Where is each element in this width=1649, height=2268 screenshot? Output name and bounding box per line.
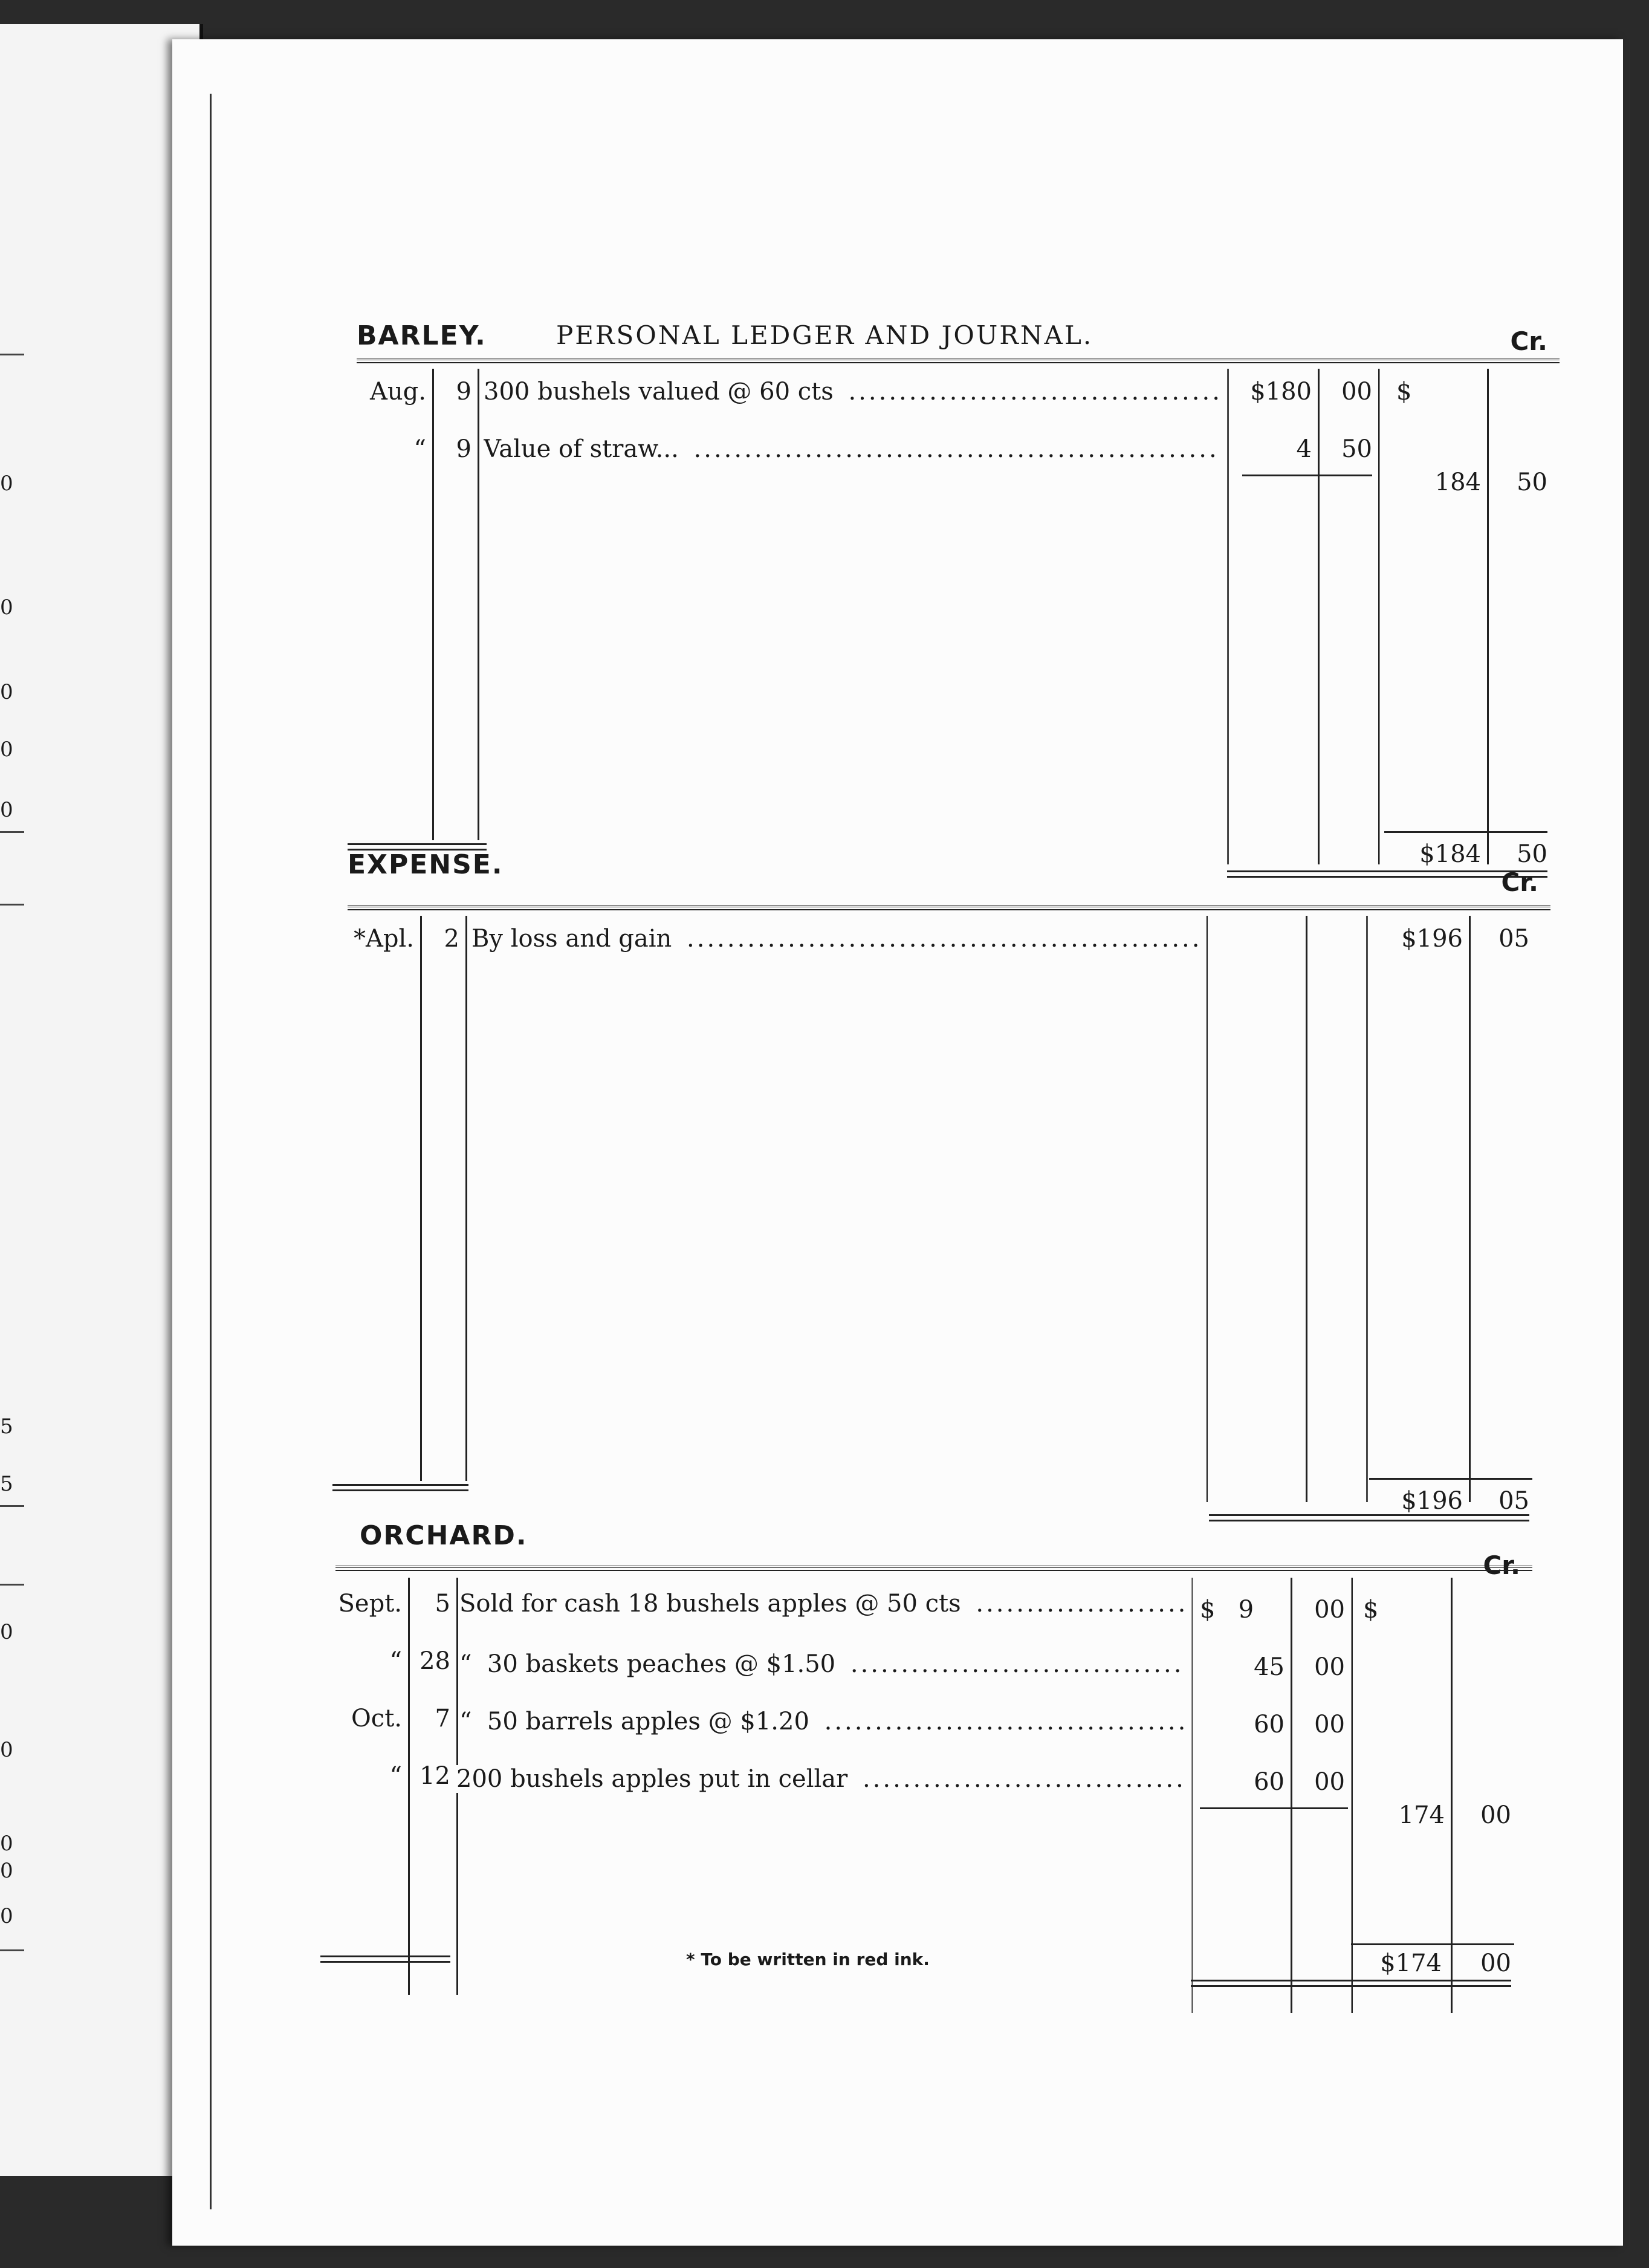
entry-description: Sold for cash 18 bushels apples @ 50 cts ..... bbox=[459, 1590, 1185, 1618]
entry-day: 9 bbox=[456, 378, 471, 406]
left-rule bbox=[0, 1505, 24, 1507]
ledger-page bbox=[172, 39, 1623, 2246]
total-dollars: $196 bbox=[1401, 1487, 1463, 1515]
account-title: ORCHARD. bbox=[360, 1520, 528, 1551]
entry-dollars: $180 bbox=[1250, 378, 1312, 406]
column-rule bbox=[465, 916, 467, 1481]
subtotal-rule bbox=[1242, 475, 1372, 476]
ledger-header bbox=[348, 849, 1550, 898]
entry-dollars: 60 bbox=[1254, 1768, 1285, 1796]
account-title: BARLEY. bbox=[357, 320, 487, 351]
entry-dollars: 45 bbox=[1254, 1653, 1285, 1681]
total-rule bbox=[1369, 1478, 1532, 1480]
subtotal-dollars: 184 bbox=[1434, 468, 1481, 496]
entry-day: 7 bbox=[435, 1705, 450, 1732]
left-number: 0 bbox=[0, 1904, 13, 1928]
orchard-ledger bbox=[329, 1520, 1532, 2016]
entry-cents: 00 bbox=[1314, 1596, 1345, 1624]
closing-double-rule bbox=[1191, 1980, 1511, 1987]
total-rule bbox=[1384, 831, 1547, 833]
subtotal-rule bbox=[1200, 1807, 1348, 1809]
entry-cents: 50 bbox=[1341, 435, 1372, 463]
total-cents: 50 bbox=[1517, 840, 1547, 868]
entry-month: *Apl. bbox=[354, 925, 414, 953]
column-rule bbox=[1191, 1578, 1196, 2013]
entry-day: 2 bbox=[444, 925, 459, 953]
column-rule bbox=[432, 369, 434, 840]
subtotal-cents: 50 bbox=[1517, 468, 1547, 496]
total-cents: 05 bbox=[1498, 925, 1529, 953]
entry-description: Value of straw... ..... bbox=[484, 435, 1221, 463]
subtotal-cents: 00 bbox=[1480, 1801, 1511, 1829]
column-rule bbox=[1469, 916, 1471, 1502]
entry-description: 300 bushels valued @ 60 cts ..... bbox=[484, 378, 1221, 406]
account-title: EXPENSE. bbox=[348, 849, 504, 880]
expense-ledger bbox=[348, 849, 1550, 1538]
header-rule bbox=[357, 358, 1560, 363]
left-number: 5 bbox=[0, 1414, 13, 1439]
total-rule bbox=[1351, 1943, 1514, 1945]
subtotal-dollars: 174 bbox=[1398, 1801, 1445, 1829]
left-number: 5 bbox=[0, 1472, 13, 1496]
entry-month: Aug. bbox=[370, 378, 426, 406]
column-rule bbox=[420, 916, 422, 1481]
entry-cents: 00 bbox=[1314, 1653, 1345, 1681]
entry-description: “ 30 baskets peaches @ $1.50 ..... bbox=[459, 1650, 1185, 1678]
left-number: 0 bbox=[0, 1738, 13, 1762]
total-dollar-sign: $ bbox=[1363, 1596, 1379, 1624]
column-rule bbox=[1318, 369, 1320, 864]
entry-day: 5 bbox=[435, 1590, 450, 1618]
credit-label: Cr. bbox=[1483, 1550, 1520, 1580]
left-number: 0 bbox=[0, 798, 13, 822]
entry-description: By loss and gain ..... bbox=[471, 925, 1200, 953]
entry-description: “ 50 barrels apples @ $1.20 ..... bbox=[459, 1708, 1185, 1735]
left-number: 0 bbox=[0, 737, 13, 762]
column-rule bbox=[1351, 1578, 1356, 2013]
entry-day: 28 bbox=[420, 1647, 450, 1675]
header-rule bbox=[335, 1566, 1532, 1571]
column-rule bbox=[1206, 916, 1211, 1502]
left-number: 0 bbox=[0, 1832, 13, 1856]
total-cents: 05 bbox=[1498, 1487, 1529, 1515]
entry-month: Sept. bbox=[338, 1590, 402, 1618]
left-rule bbox=[0, 354, 24, 355]
journal-title: PERSONAL LEDGER AND JOURNAL. bbox=[556, 320, 1093, 350]
left-number: 0 bbox=[0, 1859, 13, 1883]
binding-edge bbox=[210, 94, 212, 2209]
column-rule bbox=[1451, 1578, 1453, 2013]
column-rule bbox=[408, 1578, 410, 1995]
column-rule bbox=[1378, 369, 1384, 864]
left-number: 0 bbox=[0, 471, 13, 496]
closing-double-rule bbox=[332, 1484, 468, 1491]
credit-label: Cr. bbox=[1510, 326, 1547, 356]
entry-day: 9 bbox=[456, 435, 471, 463]
left-number: 0 bbox=[0, 680, 13, 704]
entry-cents: 00 bbox=[1314, 1711, 1345, 1738]
column-rule bbox=[1227, 369, 1233, 864]
ledger-header bbox=[329, 1520, 1532, 1580]
barley-ledger bbox=[357, 320, 1560, 901]
total-dollar-sign: $ bbox=[1396, 378, 1412, 406]
header-rule bbox=[348, 905, 1550, 910]
footnote: * To be written in red ink. bbox=[686, 1949, 930, 1969]
total-dollars: $196 bbox=[1401, 925, 1463, 953]
entry-dollars: $ 9 bbox=[1200, 1596, 1254, 1624]
entry-description: 200 bushels apples put in cellar ..... bbox=[456, 1765, 1185, 1793]
left-rule bbox=[0, 904, 24, 906]
ledger-header bbox=[357, 320, 1560, 369]
column-rule bbox=[1306, 916, 1307, 1502]
entry-cents: 00 bbox=[1341, 378, 1372, 406]
closing-double-rule bbox=[320, 1955, 450, 1963]
entry-day: 12 bbox=[420, 1762, 450, 1790]
credit-label: Cr. bbox=[1501, 867, 1538, 897]
total-cents: 00 bbox=[1480, 1949, 1511, 1977]
entry-dollars: 4 bbox=[1296, 435, 1312, 463]
entry-cents: 00 bbox=[1314, 1768, 1345, 1796]
column-rule bbox=[1487, 369, 1489, 864]
entry-month: Oct. bbox=[351, 1705, 402, 1732]
total-dollars: $184 bbox=[1419, 840, 1481, 868]
column-rule bbox=[1366, 916, 1372, 1502]
total-dollars: $174 bbox=[1380, 1949, 1442, 1977]
entry-dollars: 60 bbox=[1254, 1711, 1285, 1738]
column-rule bbox=[1291, 1578, 1292, 2013]
entry-month: “ bbox=[389, 1762, 402, 1790]
column-rule bbox=[478, 369, 479, 840]
left-rule bbox=[0, 831, 24, 833]
left-number: 0 bbox=[0, 595, 13, 620]
left-number: 0 bbox=[0, 1620, 13, 1644]
entry-month: “ bbox=[413, 435, 426, 463]
left-rule bbox=[0, 1584, 24, 1586]
entry-month: “ bbox=[389, 1647, 402, 1675]
left-rule bbox=[0, 1949, 24, 1951]
